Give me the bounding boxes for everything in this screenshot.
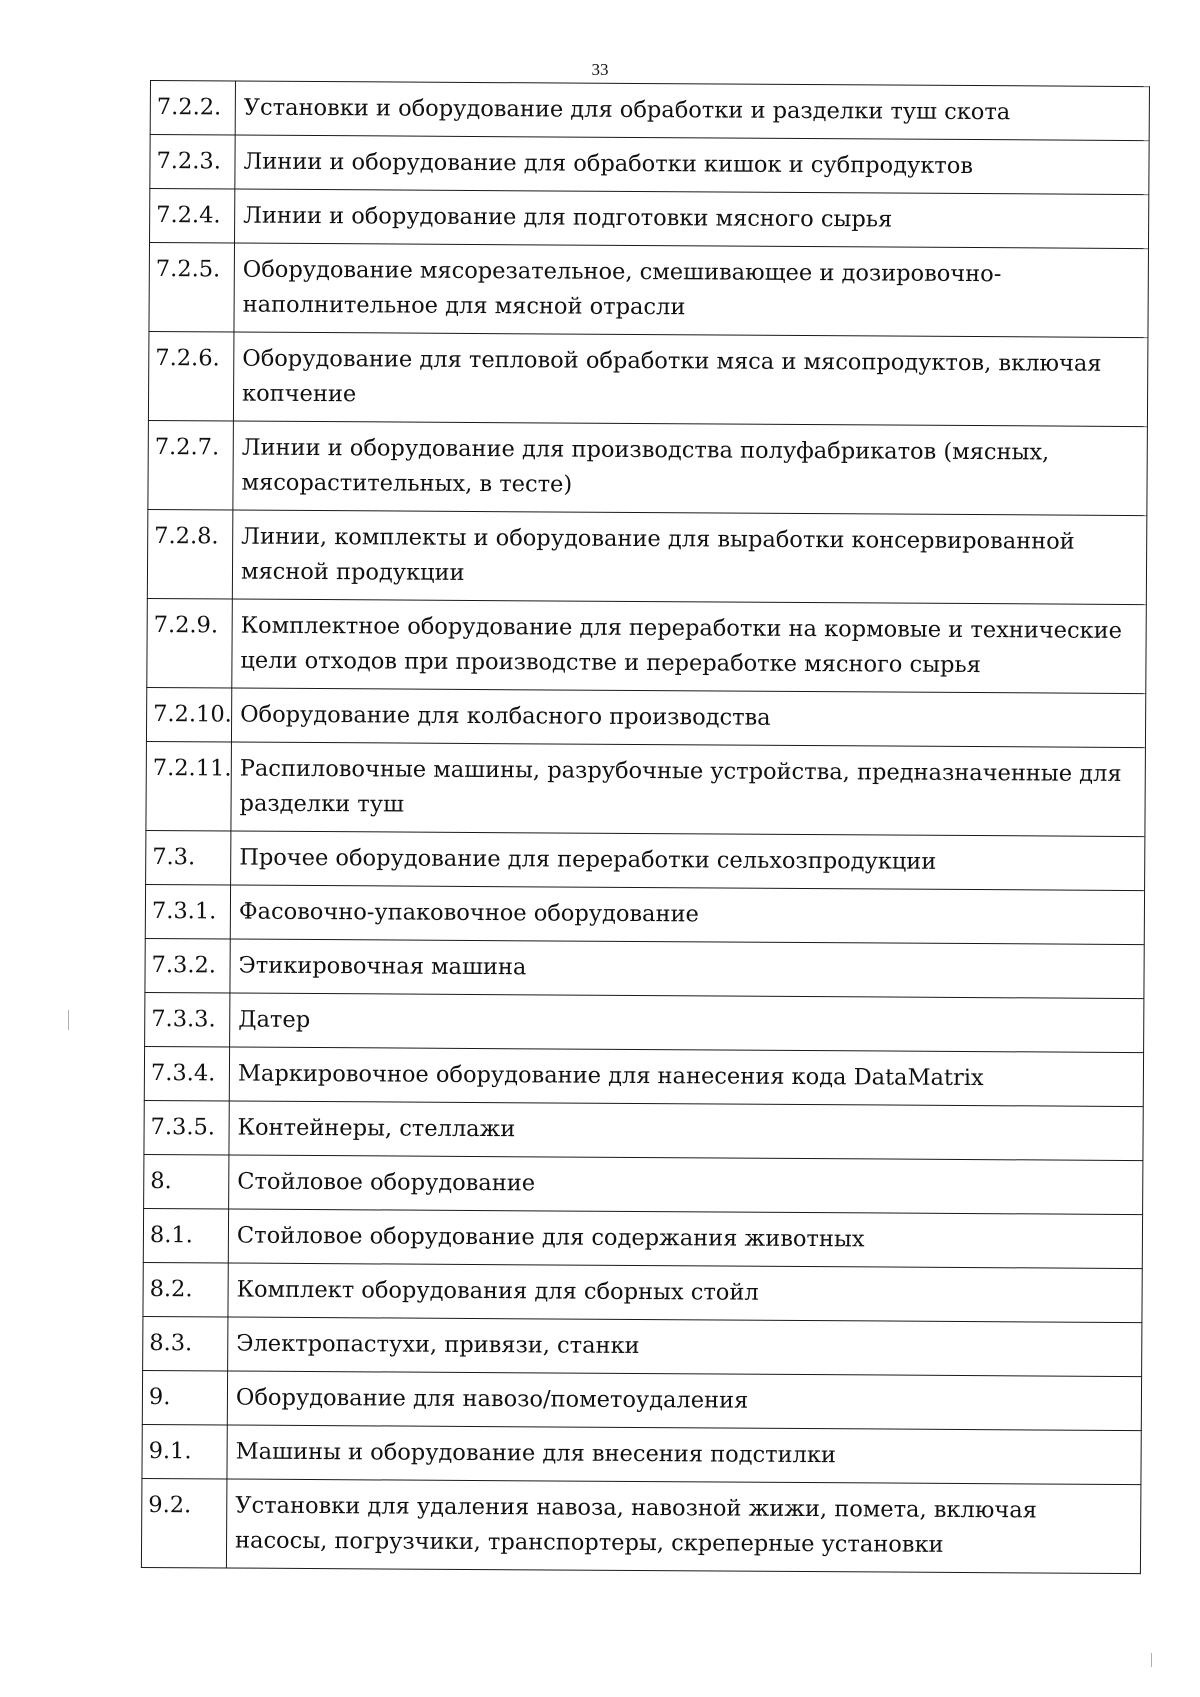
row-text: Комплект оборудования для сборных стойл — [228, 1263, 1142, 1323]
row-number: 7.2.8. — [147, 509, 233, 599]
scan-artifact — [1151, 1653, 1152, 1667]
table-row — [149, 243, 1149, 338]
table-row — [150, 135, 1149, 195]
row-number: 8.1. — [143, 1208, 228, 1263]
row-number: 7.2.11. — [146, 741, 232, 831]
table-row — [147, 509, 1147, 604]
row-number: 7.2.5. — [149, 243, 235, 333]
row-text: Электропастухи, привязи, станки — [228, 1317, 1142, 1377]
row-number: 7.2.4. — [150, 189, 235, 244]
table-row — [148, 331, 1148, 426]
row-text: Контейнеры, стеллажи — [229, 1101, 1143, 1161]
table-row — [147, 598, 1147, 693]
row-number: 9.1. — [142, 1424, 227, 1479]
row-number: 9. — [142, 1370, 227, 1425]
page-number: 33 — [591, 60, 609, 79]
row-text: Оборудование для тепловой обработки мяса и мясопродуктов, включая копчение — [233, 332, 1148, 427]
row-number: 7.2.2. — [150, 81, 235, 136]
table-row — [145, 938, 1144, 998]
table-row — [143, 1208, 1142, 1268]
row-text: Установки для удаления навоза, навозной жижи, помета, включая насосы, погрузчики, транспортеры, скреперные установки — [226, 1479, 1141, 1574]
table-row — [144, 1100, 1143, 1160]
row-number: 7.2.7. — [148, 420, 234, 510]
row-text: Прочее оборудование для переработки сельхозпродукции — [231, 831, 1145, 891]
row-text: Стойловое оборудование для содержания животных — [228, 1209, 1142, 1269]
row-text: Оборудование мясорезательное, смешивающее и дозировочно-наполнительное для мясной отрасли — [234, 243, 1149, 338]
table-row — [144, 1046, 1143, 1106]
row-number: 8.2. — [143, 1262, 228, 1317]
equipment-table — [141, 80, 1150, 1574]
row-number: 7.3.5. — [144, 1100, 229, 1155]
row-number: 7.3.2. — [145, 938, 230, 993]
row-number: 9.2. — [141, 1478, 227, 1568]
scan-artifact — [68, 1010, 69, 1030]
row-text: Стойловое оборудование — [229, 1155, 1143, 1215]
table-row — [145, 992, 1144, 1052]
row-number: 8.3. — [143, 1316, 228, 1371]
row-text: Распиловочные машины, разрубочные устройства, предназначенные для разделки туш — [231, 742, 1146, 837]
table-row — [144, 1154, 1143, 1214]
row-number: 7.3.1. — [145, 884, 230, 939]
row-text: Линии и оборудование для производства полуфабрикатов (мясных, мясорастительных, в тесте) — [233, 421, 1148, 516]
row-text: Датер — [230, 993, 1144, 1053]
row-text: Машины и оборудование для внесения подстилки — [227, 1425, 1141, 1485]
row-text: Оборудование для колбасного производства — [231, 688, 1145, 748]
row-text: Маркировочное оборудование для нанесения кода DataMatrix — [229, 1047, 1143, 1107]
row-text: Этикировочная машина — [230, 939, 1144, 999]
row-number: 8. — [144, 1154, 229, 1209]
row-number: 7.2.9. — [147, 598, 233, 688]
table-row — [150, 81, 1149, 141]
table-row — [143, 1262, 1142, 1322]
row-number: 7.2.6. — [148, 331, 234, 421]
table-row — [141, 1478, 1141, 1573]
row-text: Линии и оборудование для обработки кишок и субпродуктов — [235, 135, 1149, 195]
table-row — [150, 189, 1149, 249]
row-text: Линии, комплекты и оборудование для выработки консервированной мясной продукции — [232, 510, 1147, 605]
row-number: 7.3.3. — [145, 992, 230, 1047]
row-text: Комплектное оборудование для переработки на кормовые и технические цели отходов при производстве и переработке мясного сырья — [232, 599, 1147, 694]
row-text: Оборудование для навозо/пометоудаления — [227, 1371, 1141, 1431]
row-number: 7.3.4. — [144, 1046, 229, 1101]
table-row — [145, 884, 1144, 944]
row-text: Линии и оборудование для подготовки мясного сырья — [235, 189, 1149, 249]
row-text: Установки и оборудование для обработки и разделки туш скота — [235, 81, 1149, 141]
table-row — [142, 1424, 1141, 1484]
table-row — [146, 741, 1146, 836]
table-row — [146, 830, 1145, 890]
table-row — [146, 687, 1145, 747]
table-row — [143, 1316, 1142, 1376]
table-row — [142, 1370, 1141, 1430]
row-number: 7.2.10. — [146, 687, 231, 742]
row-number: 7.2.3. — [150, 135, 235, 190]
table-row — [148, 420, 1148, 515]
row-number: 7.3. — [146, 830, 231, 885]
row-text: Фасовочно-упаковочное оборудование — [230, 885, 1144, 945]
